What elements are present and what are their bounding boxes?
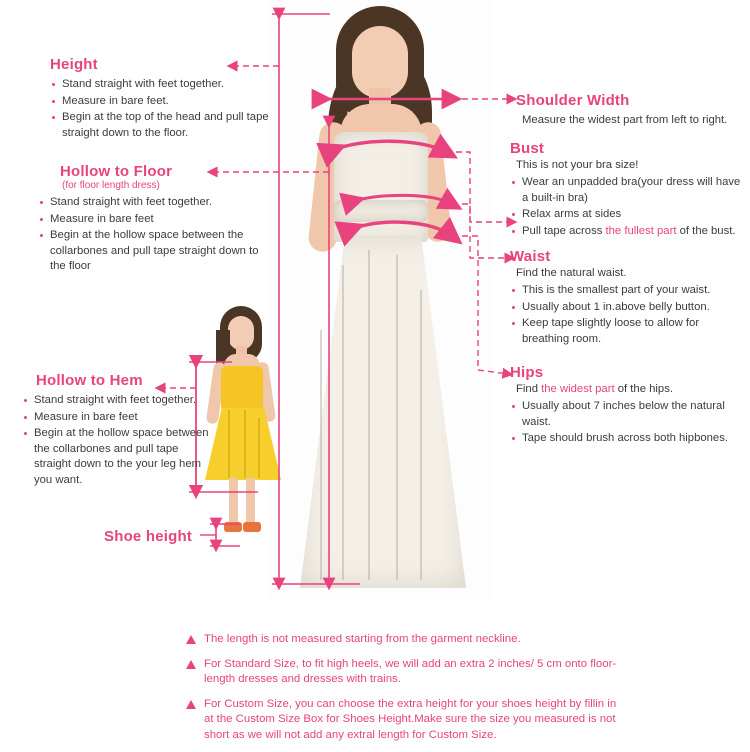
section-hollow-to-hem-heading: Hollow to Hem [36, 372, 143, 389]
list-item: Relax arms at sides [510, 207, 742, 223]
list-item: Measure the widest part from left to right. [522, 114, 728, 126]
list-item: Begin at the hollow space between the collarbones and pull tape straight down to the your leg hem you want. [22, 426, 212, 488]
footnote-item [186, 657, 626, 688]
warning-triangle-icon [186, 635, 196, 644]
list-item: Measure in bare feet [38, 212, 266, 228]
footnote-text: For Custom Size, you can choose the extra height for your shoes height by fillin in at the Custom Size Box for Shoes Height.Make sure the size you measured is not short as we will not add any extral length for Custom Size. [204, 697, 617, 741]
footnote-text: For Standard Size, to fit high heels, we will add an extra 2 inches/ 5 cm onto floor-length dresses and dresses with trains. [204, 657, 617, 685]
section-shoulder-width [516, 92, 744, 130]
list-item: Measure in bare feet. [50, 94, 270, 110]
model-photo-gown [268, 0, 493, 600]
list-item: Usually about 7 inches below the natural waist. [510, 399, 738, 430]
list-item: Wear an unpadded bra(your dress will have a built-in bra) [510, 175, 742, 206]
section-hollow-to-hem-bullets [22, 393, 212, 488]
footnote-text: The length is not measured starting from the garment neckline. [204, 633, 521, 645]
list-item: Pull tape across the fullest part of the bust. [510, 224, 742, 240]
list-item: Measure in bare feet [22, 410, 212, 426]
list-item: Stand straight with feet together. [50, 77, 270, 93]
list-item: Stand straight with feet together. [22, 393, 212, 409]
section-hips [510, 364, 738, 448]
section-height-bullets [50, 77, 270, 141]
section-hollow-to-floor-heading: Hollow to Floor [60, 163, 173, 180]
section-waist-bullets [510, 283, 732, 347]
section-hollow-to-floor-bullets [38, 195, 266, 275]
section-waist-subheading: Find the natural waist. [516, 267, 627, 279]
section-hips-subheading: Find the widest part of the hips. [516, 383, 673, 395]
section-shoe-height-heading: Shoe height [104, 528, 193, 545]
section-bust-bullets [510, 175, 742, 239]
list-item: Begin at the hollow space between the collarbones and pull tape straight down to the floor [38, 228, 266, 275]
footnote-item [186, 632, 626, 648]
section-hollow-to-hem [22, 372, 212, 489]
section-bust [510, 140, 742, 240]
section-bust-subheading: This is not your bra size! [516, 159, 639, 171]
section-shoe-height [104, 528, 192, 545]
list-item: This is the smallest part of your waist. [510, 283, 732, 299]
list-item: Usually about 1 in.above belly button. [510, 300, 732, 316]
bust-highlight: the fullest part [605, 224, 677, 237]
footnote-item [186, 697, 626, 744]
section-shoulder-width-heading: Shoulder Width [516, 92, 630, 109]
list-item: Stand straight with feet together. [38, 195, 266, 211]
section-height-heading: Height [50, 56, 98, 73]
section-hollow-to-floor-subheading: (for floor length dress) [62, 180, 160, 191]
list-item: Keep tape slightly loose to allow for breathing room. [510, 316, 732, 347]
section-waist-heading: Waist [510, 248, 551, 265]
section-hips-bullets [510, 399, 738, 447]
list-item: Begin at the top of the head and pull tape straight down to the floor. [50, 110, 270, 141]
section-shoulder-width-bullets [516, 113, 744, 129]
section-waist [510, 248, 732, 348]
warning-triangle-icon [186, 700, 196, 709]
hips-highlight: the widest part [541, 383, 615, 395]
list-item: Tape should brush across both hipbones. [510, 431, 738, 447]
section-bust-heading: Bust [510, 140, 545, 157]
section-height [50, 56, 270, 142]
warning-triangle-icon [186, 660, 196, 669]
section-hips-heading: Hips [510, 364, 544, 381]
section-hollow-to-floor [38, 163, 266, 276]
footnotes [186, 632, 626, 752]
